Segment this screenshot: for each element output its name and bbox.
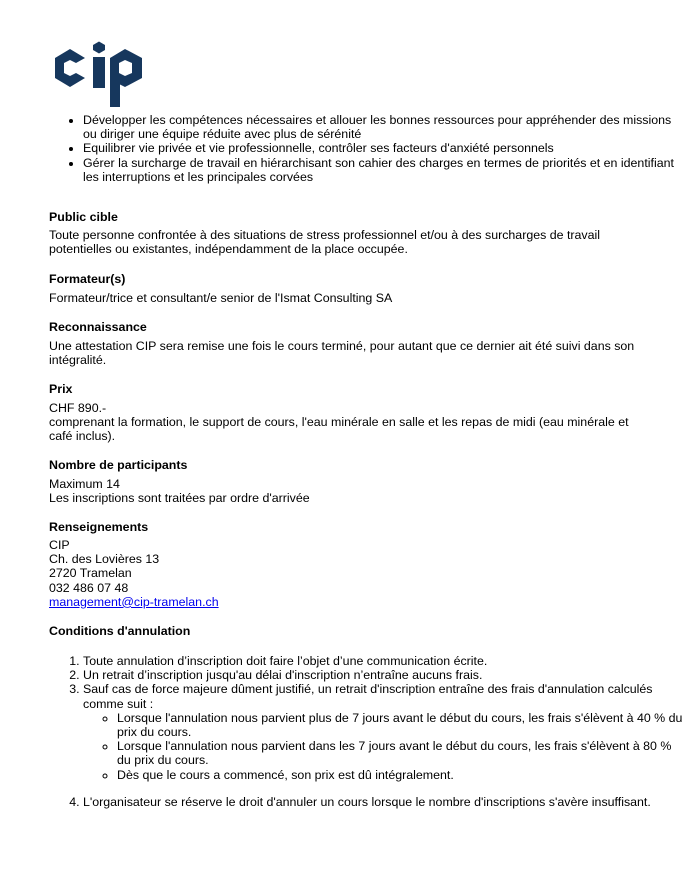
condition-item: 2. Un retrait d’inscription jusqu'au délai d'inscription n’entraîne aucuns frais. bbox=[83, 668, 683, 682]
participants-title: Nombre de participants bbox=[49, 458, 188, 472]
participants-max: Maximum 14 bbox=[49, 477, 120, 491]
prix-details: comprenant la formation, le support de cours, l'eau minérale en salle et les repas de midi (eau minérale et café inclus). bbox=[49, 415, 629, 444]
contact-email-link[interactable]: management@cip-tramelan.ch bbox=[49, 594, 219, 609]
prix-body bbox=[49, 401, 649, 444]
fee-rule-item: ◦ Lorsque l'annulation nous parvient plus de 7 jours avant le début du cours, les frais s'élèvent à 40 % du prix du cours. bbox=[117, 711, 683, 739]
objective-item: • Développer les compétences nécessaires et allouer les bonnes ressources pour appréhender des missions ou diriger une équipe réduite avec plus de sérénité bbox=[83, 113, 683, 141]
fee-rule-item: ◦ Dès que le cours a commencé, son prix est dû intégralement. bbox=[117, 768, 683, 782]
public-text: Toute personne confrontée à des situations de stress professionnel et/ou à des surcharges de travail potentielles ou existantes, indépendamment de la place occupée. bbox=[49, 228, 601, 257]
reconnaissance-title: Reconnaissance bbox=[49, 320, 147, 334]
contact-block bbox=[49, 538, 649, 609]
fee-rule-item: ◦ Lorsque l'annulation nous parvient dans les 7 jours avant le début du cours, les frais s'élèvent à 80 % du prix du cours. bbox=[117, 739, 683, 767]
conditions-list bbox=[49, 654, 683, 809]
condition-item bbox=[83, 682, 683, 781]
prix-title: Prix bbox=[49, 382, 73, 396]
renseignements-title: Renseignements bbox=[49, 520, 149, 534]
contact-city: 2720 Tramelan bbox=[49, 566, 132, 581]
objectives-list bbox=[49, 113, 683, 184]
objective-item: • Gérer la surcharge de travail en hiérarchisant son cahier des charges en termes de priorités et en identifiant les interruptions et les principales corvées bbox=[83, 156, 683, 184]
contact-street: Ch. des Lovières 13 bbox=[49, 552, 160, 567]
condition-item: 4. L'organisateur se réserve le droit d'annuler un cours lorsque le nombre d'inscriptions s'avère insuffisant. bbox=[83, 795, 683, 809]
public-title: Public cible bbox=[49, 210, 118, 224]
participants-body bbox=[49, 477, 649, 505]
formateur-text: Formateur/trice et consultant/e senior de l'Ismat Consulting SA bbox=[49, 291, 393, 305]
objective-item: • Equilibrer vie privée et vie professionnelle, contrôler ses facteurs d'anxiété personnels bbox=[83, 141, 683, 155]
condition-item-text: Sauf cas de force majeure dûment justifié, un retrait d'inscription entraîne des frais d'annulation calculés comme suit : bbox=[83, 682, 653, 711]
prix-amount: CHF 890.- bbox=[49, 401, 107, 415]
contact-name: CIP bbox=[49, 538, 70, 552]
contact-phone: 032 486 07 48 bbox=[49, 580, 129, 595]
cancellation-fees-list bbox=[83, 711, 683, 782]
condition-item: 1. Toute annulation d’inscription doit faire l’objet d’une communication écrite. bbox=[83, 654, 683, 668]
formateur-title: Formateur(s) bbox=[49, 272, 126, 286]
reconnaissance-text: Une attestation CIP sera remise une fois le cours terminé, pour autant que ce dernier ait été suivi dans son intégralité. bbox=[49, 339, 635, 368]
conditions-title: Conditions d'annulation bbox=[49, 624, 191, 638]
participants-note: Les inscriptions sont traitées par ordre d'arrivée bbox=[49, 491, 310, 506]
cip-logo bbox=[54, 36, 152, 108]
